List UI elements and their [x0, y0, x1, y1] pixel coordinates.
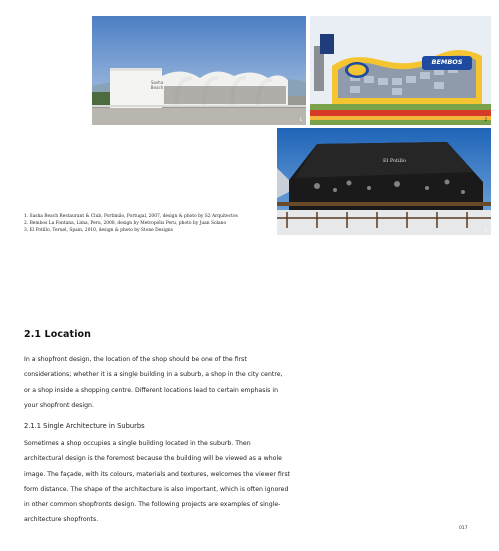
caption-2: 2. Bembos La Fontana, Lima, Peru, 2008, design by Metropolis Peru, photo by Juan Solano — [24, 221, 227, 227]
photo3-sign: El Potillo — [383, 158, 406, 164]
photo-sasha-beach — [92, 16, 306, 125]
photo2-sign: BEMBOS — [431, 58, 463, 66]
photo-el-potillo — [277, 128, 491, 235]
photo-number: 2 — [484, 117, 487, 122]
subsection-heading: 2.1.1 Single Architecture in Suburbs — [24, 422, 145, 430]
page-number: 017 — [459, 526, 468, 531]
intro-paragraph: In a shopfront design, the location of the shop should be one of the first considerations; whether it is a single building in a suburb, a shop in the city centre, or a shop inside a shopping centre. Different locations lead to certain emphasis in your shopfront design. — [24, 356, 283, 409]
photo-number: 3 — [484, 227, 487, 232]
caption-3: 3. El Potillo, Teruel, Spain, 2010, design & photo by Stone Designs — [24, 228, 173, 234]
caption-1: 1. Sasha Beach Restaurant & Club, Portimão, Portugal, 2007, design & photo by S2 Arquitectos — [24, 214, 238, 219]
photo-number: 1 — [299, 117, 302, 122]
photo-captions — [24, 213, 274, 235]
photo-bembos — [310, 16, 491, 125]
section-heading: 2.1 Location — [24, 329, 92, 340]
photo1-sign: Sasha Beach — [150, 80, 164, 90]
body-paragraph: Sometimes a shop occupies a single building located in the suburb. Then architectural design is the foremost because the building will be viewed as a whole image. The façade, with its colours, materials and textures, welcomes the viewer first form distance. The shape of the architecture is also important, which is often ignored in other common shopfronts design. The following projects are examples of single-architecture shopfronts. — [24, 440, 290, 524]
